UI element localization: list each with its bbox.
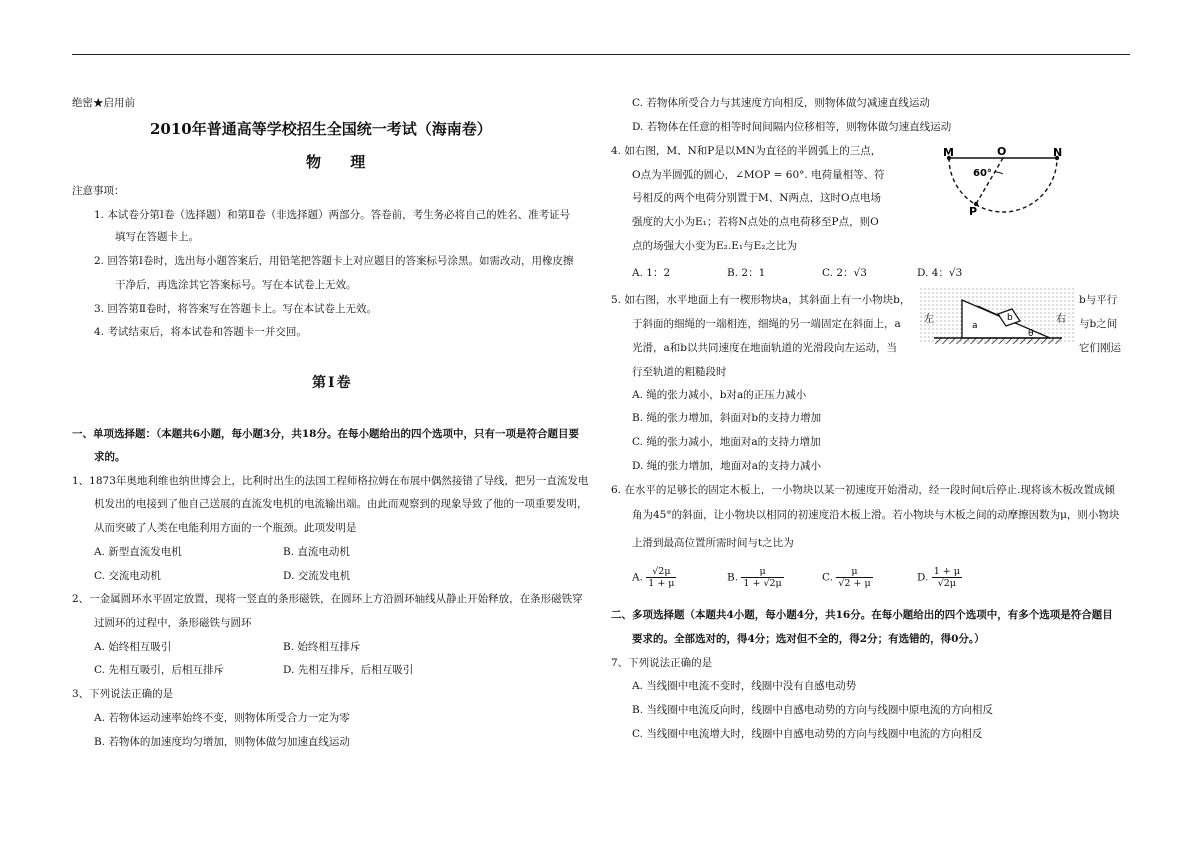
- q4-stem: 号相反的两个电荷分别置于M、N两点，这时O点电场: [632, 192, 882, 204]
- q1-stem: 机发出的电接到了他自己送展的直流发电机的电流输出端。由此而观察到的现象导致了他的一项重要发明，: [94, 498, 588, 510]
- q7-option-a: A. 当线圈中电流不变时，线圈中没有自感电动势: [632, 680, 857, 692]
- label-o: O: [997, 146, 1007, 158]
- q5-option-a: A. 绳的张力减小，b对a的正压力减小: [632, 389, 807, 401]
- exam-title: 2010年普通高等学校招生全国统一考试（海南卷）: [150, 120, 492, 138]
- q6-option-c: C. $\frac{\mu}{√2 + \mu}$: [822, 566, 871, 589]
- q5-stem: 5. 如右图，水平地面上有一楔形物块a，其斜面上有一小物块b，: [611, 294, 911, 306]
- section-one-heading-cont: 求的。: [94, 451, 126, 463]
- note-line: 1. 本试卷分第Ⅰ卷（选择题）和第Ⅱ卷（非选择题）两部分。答卷前，考生务必将自己的姓名、准考证号: [94, 209, 571, 221]
- q7-stem: 7、下列说法正确的是: [611, 657, 713, 669]
- label-m: M: [943, 146, 954, 159]
- q4-stem: 4. 如右图，M、N和P是以MN为直径的半圆弧上的三点，: [611, 145, 882, 157]
- q2-stem: 过圆环的过程中，条形磁铁与圆环: [94, 617, 252, 629]
- q1-option-b: B. 直流电动机: [283, 546, 350, 558]
- q5-stem-right: b与平行: [1079, 294, 1118, 306]
- q2-option-c: C. 先相互吸引，后相互排斥: [94, 664, 224, 676]
- q6-stem: 角为45°的斜面，让小物块以相同的初速度沿木板上滑。若小物块与木板之间的动摩擦因数为μ，则小物块: [632, 509, 1120, 521]
- q4-stem: O点为半圆弧的圆心，∠MOP = 60°. 电荷量相等、符: [632, 169, 885, 181]
- note-line: 4. 考试结束后，将本试卷和答题卡一并交回。: [94, 326, 307, 338]
- q6-option-b: B. $\frac{\mu}{1 + √2\mu}$: [727, 566, 782, 589]
- q4-option-b: B. 2：1: [727, 267, 766, 279]
- q7-option-b: B. 当线圈中电流反向时，线圈中自感电动势的方向与线圈中原电流的方向相反: [632, 704, 993, 716]
- q3-option-b: B. 若物体的加速度均匀增加，则物体做匀加速直线运动: [94, 736, 350, 748]
- q5-option-d: D. 绳的张力增加，地面对a的支持力减小: [632, 460, 821, 472]
- q5-option-c: C. 绳的张力减小，地面对a的支持力增加: [632, 436, 821, 448]
- q1-option-d: D. 交流发电机: [283, 570, 351, 582]
- top-rule: [72, 54, 1130, 55]
- q1-option-a: A. 新型直流发电机: [94, 546, 182, 558]
- part-one-heading: 第Ⅰ卷: [312, 375, 353, 391]
- q5-stem: 光滑，a和b以共同速度在地面轨道的光滑段向左运动，当: [632, 342, 897, 354]
- q5-stem-right: 它们刚运: [1079, 342, 1121, 354]
- note-line: 填写在答题卡上。: [115, 231, 199, 243]
- section-two-heading-cont: 要求的。全部选对的，得4分；选对但不全的，得2分；有选错的，得0分。）: [632, 633, 985, 645]
- q5-stem-right: 与b之间: [1079, 318, 1118, 330]
- label-b: b: [1007, 313, 1013, 323]
- q4-option-d: D. 4：√3: [917, 267, 963, 279]
- label-right: 右: [1056, 314, 1066, 325]
- q2-stem: 2、一金属圆环水平固定放置，现将一竖直的条形磁铁，在圆环上方沿圆环轴线从静止开始释放，在条形磁铁穿: [72, 593, 583, 605]
- q4-semicircle-figure: [935, 146, 1065, 216]
- q5-option-b: B. 绳的张力增加，斜面对b的支持力增加: [632, 412, 822, 424]
- label-a: a: [972, 321, 978, 331]
- label-left: 左: [924, 314, 934, 325]
- q2-option-b: B. 始终相互排斥: [283, 641, 361, 653]
- q7-option-c: C. 当线圈中电流增大时，线圈中自感电动势的方向与线圈中电流的方向相反: [632, 728, 983, 740]
- q3-option-c: C. 若物体所受合力与其速度方向相反，则物体做匀减速直线运动: [632, 97, 930, 109]
- q5-wedge-figure: [920, 288, 1075, 352]
- notes-heading: 注意事项：: [72, 185, 125, 197]
- q5-stem: 行至轨道的粗糙段时: [632, 366, 727, 378]
- q6-option-d: D. $\frac{1 + \mu}{√2\mu}$: [917, 566, 960, 589]
- q3-stem: 3、下列说法正确的是: [72, 688, 174, 700]
- q3-option-d: D. 若物体在任意的相等时间间隔内位移相等，则物体做匀速直线运动: [632, 121, 952, 133]
- label-n: N: [1053, 146, 1063, 159]
- label-angle: 60°: [973, 168, 992, 179]
- q5-stem: 于斜面的细绳的一端相连，细绳的另一端固定在斜面上，a: [632, 318, 901, 330]
- confidential-label: 绝密★启用前: [72, 97, 135, 109]
- q1-stem: 1、1873年奥地利维也纳世博会上，比利时出生的法国工程师格拉姆在布展中偶然接错了导线，把另一直流发电: [72, 475, 589, 487]
- q6-stem: 6. 在水平的足够长的固定木板上，一小物块以某一初速度开始滑动，经一段时间t后停止.现将该木板改置成倾: [611, 484, 1115, 496]
- q4-option-a: A. 1：2: [632, 267, 671, 279]
- q1-option-c: C. 交流电动机: [94, 570, 161, 582]
- section-two-heading: 二、多项选择题（本题共4小题，每小题4分，共16分。在每小题给出的四个选项中，有多个选项是符合题目: [611, 609, 1113, 621]
- q3-option-a: A. 若物体运动速率始终不变，则物体所受合力一定为零: [94, 712, 350, 724]
- section-one-heading: 一、单项选择题：（本题共6小题，每小题3分，共18分。在每小题给出的四个选项中，只有一项是符合题目要: [72, 428, 579, 440]
- note-line: 2. 回答第Ⅰ卷时，选出每小题答案后，用铅笔把答题卡上对应题目的答案标号涂黑。如需改动，用橡皮擦: [94, 255, 574, 267]
- note-line: 3. 回答第Ⅱ卷时，将答案写在答题卡上。写在本试卷上无效。: [94, 303, 377, 315]
- q1-stem: 从而突破了人类在电能利用方面的一个瓶颈。此项发明是: [94, 522, 357, 534]
- label-theta: θ: [1028, 329, 1034, 339]
- note-line: 干净后，再选涂其它答案标号。写在本试卷上无效。: [115, 279, 357, 291]
- q2-option-a: A. 始终相互吸引: [94, 641, 172, 653]
- subject-title: 物 理: [306, 153, 378, 171]
- q4-stem: 点的场强大小变为E₂.E₁与E₂之比为: [632, 240, 797, 252]
- q4-stem: 强度的大小为E₁；若将N点处的点电荷移至P点，则O: [632, 216, 879, 228]
- q2-option-d: D. 先相互排斥，后相互吸引: [283, 664, 414, 676]
- q6-option-a: A. $\frac{√2\mu}{1 + \mu}$: [632, 566, 675, 589]
- label-p: P: [969, 205, 978, 216]
- q6-stem: 上滑到最高位置所需时间与t之比为: [632, 537, 794, 549]
- q4-option-c: C. 2：√3: [822, 267, 867, 279]
